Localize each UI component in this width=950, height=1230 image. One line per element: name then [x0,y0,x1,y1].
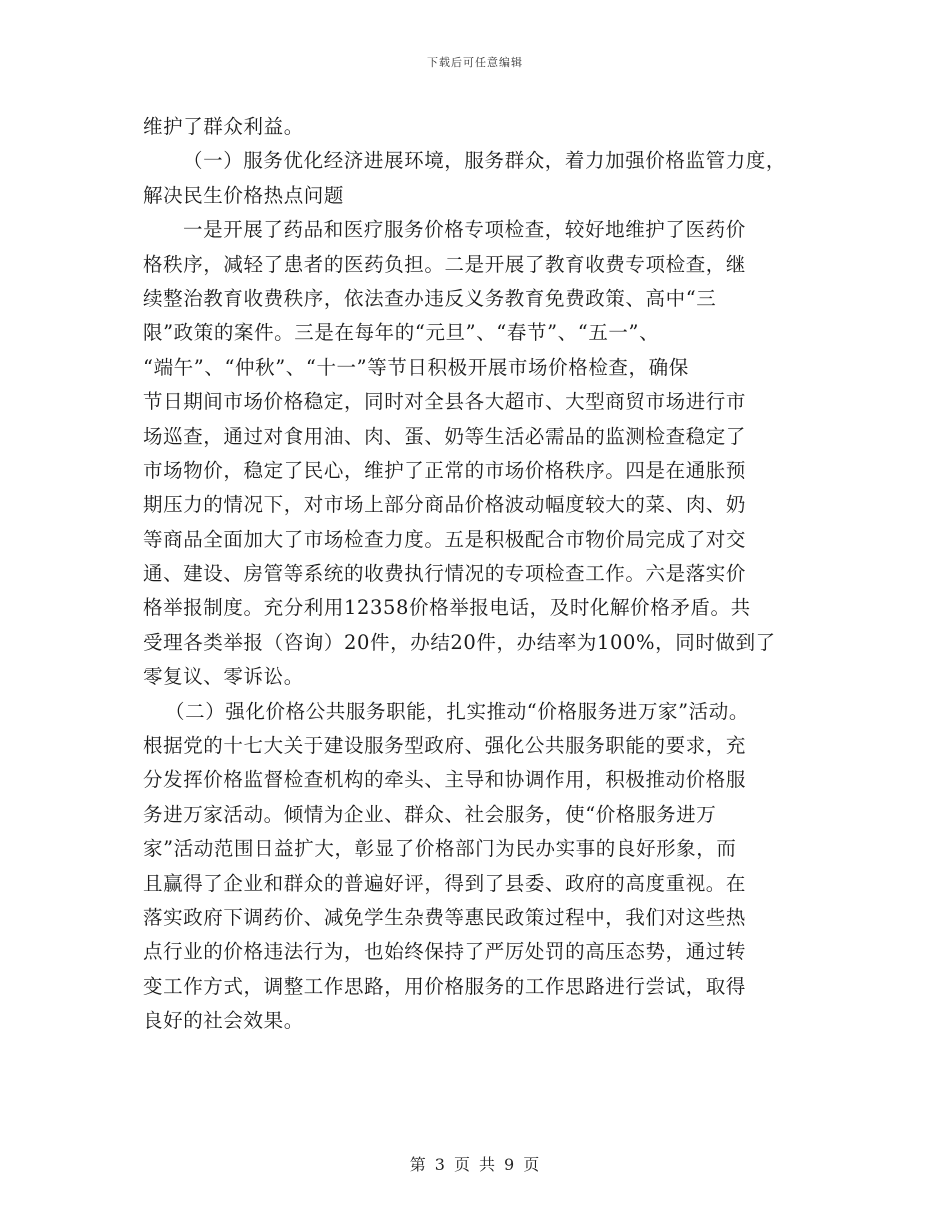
paragraph-line: 等商品全面加大了市场检查力度。五是积极配合市物价局完成了对交 [143,527,747,551]
paragraph-line: 限”政策的案件。三是在每年的“元旦”、“春节”、“五一”、 [143,321,660,345]
header-note: 下载后可任意编辑 [427,56,523,69]
paragraph-line: 且赢得了企业和群众的普遍好评，得到了县委、政府的高度重视。在 [143,871,747,895]
paragraph-line: 务进万家活动。倾情为企业、群众、社会服务，使“价格服务进万 [143,802,717,826]
paragraph-line: 场巡查，通过对食用油、肉、蛋、奶等生活必需品的监测检查稳定了 [143,424,747,448]
paragraph-line: 良好的社会效果。 [143,1009,304,1033]
paragraph-line: 变工作方式，调整工作思路，用价格服务的工作思路进行尝试，取得 [143,974,747,998]
paragraph-line: 维护了群众利益。 [143,115,304,138]
total-page-count: 9 [504,1155,516,1174]
paragraph-line: 格秩序，减轻了患者的医药负担。二是开展了教育收费专项检查，继 [143,252,747,276]
footer-di: 第 [409,1155,427,1174]
paragraph-line: 零复议、零诉讼。 [143,665,304,689]
footer-ye2: 页 [523,1155,541,1174]
paragraph-line: 期压力的情况下，对市场上部分商品价格波动幅度较大的菜、肉、奶 [143,493,747,517]
footer-gong: 共 [479,1155,497,1174]
paragraph-line: 受理各类举报（咨询）20件，办结20件，办结率为100%，同时做到了 [143,630,776,654]
paragraph-line: 落实政府下调药价、减免学生杂费等惠民政策过程中，我们对这些热 [143,905,747,929]
paragraph-line: 家”活动范围日益扩大，彰显了价格部门为民办实事的良好形象，而 [143,837,737,861]
paragraph-line: 格举报制度。充分利用12358价格举报电话，及时化解价格矛盾。共 [143,596,751,620]
paragraph-line: 根据党的十七大关于建设服务型政府、强化公共服务职能的要求，充 [143,734,747,758]
paragraph-line: 点行业的价格违法行为，也始终保持了严厉处罚的高压态势，通过转 [143,940,747,964]
paragraph-line: 通、建设、房管等系统的收费执行情况的专项检查工作。六是落实价 [143,562,747,586]
section-heading-line: （二）强化价格公共服务职能，扎实推动“价格服务进万家”活动。 [165,699,749,723]
paragraph-line: “端午”、“仲秋”、“十一”等节日积极开展市场价格检查，确保 [143,355,689,379]
paragraph-line: 续整治教育收费秩序，依法查办违反义务教育免费政策、高中“三 [143,286,717,310]
paragraph-line: 一是开展了药品和医疗服务价格专项检查，较好地维护了医药价 [183,218,746,242]
footer-ye: 页 [453,1155,471,1174]
body-text [143,110,843,1039]
paragraph-line: 市场物价，稳定了民心，维护了正常的市场价格秩序。四是在通胀预 [143,458,747,482]
section-heading-line: （一）服务优化经济进展环境，服务群众，着力加强价格监管力度， [183,149,787,173]
page-footer [0,1152,950,1175]
section-heading-line: 解决民生价格热点问题 [143,183,345,207]
paragraph-line: 节日期间市场价格稳定，同时对全县各大超市、大型商贸市场进行市 [143,390,747,414]
current-page-number: 3 [434,1155,446,1174]
paragraph-line: 分发挥价格监督检查机构的牵头、主导和协调作用，积极推动价格服 [143,768,747,792]
